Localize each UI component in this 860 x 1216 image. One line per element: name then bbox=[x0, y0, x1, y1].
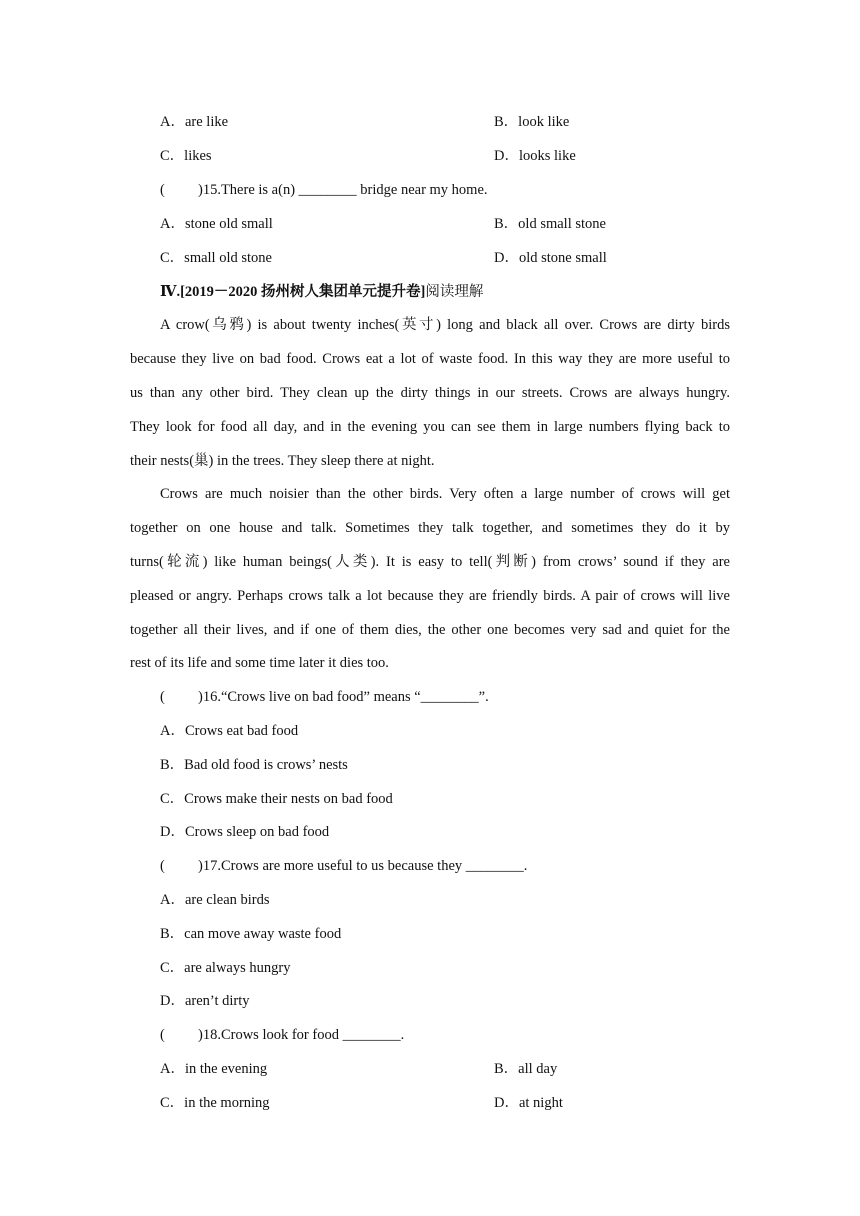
q17-option-c-row bbox=[0, 957, 860, 979]
q14-options-row-1 bbox=[0, 111, 860, 133]
q16-option-a-row bbox=[0, 720, 860, 742]
q17-question bbox=[0, 855, 860, 877]
q17-option-c: C．are always hungry bbox=[160, 960, 291, 976]
q16-option-c-row bbox=[0, 788, 860, 810]
passage-p1-line: because they live on bad food. Crows eat a lot of waste food. In this way they are more useful to bbox=[130, 351, 730, 367]
q16-option-b-row bbox=[0, 754, 860, 776]
answer-paren: ( bbox=[160, 1027, 165, 1043]
q18-options-row-2 bbox=[0, 1092, 860, 1114]
passage-p1-line: A crow(乌鸦) is about twenty inches(英寸) long and black all over. Crows are dirty birds bbox=[160, 317, 730, 333]
section-title: 阅读理解 bbox=[425, 284, 484, 300]
passage-p2-line: rest of its life and some time later it dies too. bbox=[130, 655, 389, 671]
q15-stem: )15.There is a(n) ________ bridge near my home. bbox=[198, 182, 488, 198]
q16-option-d: D．Crows sleep on bad food bbox=[160, 824, 330, 840]
section-heading bbox=[0, 281, 860, 303]
q18-option-b: B．all day bbox=[494, 1061, 558, 1077]
q18-question bbox=[0, 1024, 860, 1046]
q14-option-c: C．likes bbox=[160, 148, 212, 164]
q15-option-b: B．old small stone bbox=[494, 216, 606, 232]
q18-option-a: A．in the evening bbox=[160, 1061, 268, 1077]
answer-paren: ( bbox=[160, 182, 165, 198]
q14-option-a: A．are like bbox=[160, 114, 229, 130]
passage-p2-line: Crows are much noisier than the other birds. Very often a large number of crows will get bbox=[160, 486, 730, 502]
q17-option-d: D．aren’t dirty bbox=[160, 993, 250, 1009]
passage-p2-line: together all their lives, and if one of them dies, the other one becomes very sad and quiet for the bbox=[130, 622, 730, 638]
q14-option-d: D．looks like bbox=[494, 148, 576, 164]
q18-option-d: D．at night bbox=[494, 1095, 563, 1111]
q14-option-b: B．look like bbox=[494, 114, 570, 130]
q14-options-row-2 bbox=[0, 145, 860, 167]
q17-option-d-row bbox=[0, 990, 860, 1012]
q18-options-row-1 bbox=[0, 1058, 860, 1080]
q16-question bbox=[0, 686, 860, 708]
q17-option-b: B．can move away waste food bbox=[160, 926, 342, 942]
q16-option-a: A．Crows eat bad food bbox=[160, 723, 299, 739]
passage-p2-line: turns(轮流) like human beings(人类). It is easy to tell(判断) from crows’ sound if they are bbox=[130, 554, 730, 570]
q15-options-row-2 bbox=[0, 247, 860, 269]
answer-paren: ( bbox=[160, 858, 165, 874]
q15-option-a: A．stone old small bbox=[160, 216, 273, 232]
answer-paren: ( bbox=[160, 689, 165, 705]
q18-stem: )18.Crows look for food ________. bbox=[198, 1027, 405, 1043]
q15-question bbox=[0, 179, 860, 201]
q15-options-row-1 bbox=[0, 213, 860, 235]
passage-p2-line: together on one house and talk. Sometimes they talk together, and sometimes they do it by bbox=[130, 520, 730, 536]
q16-option-c: C．Crows make their nests on bad food bbox=[160, 791, 393, 807]
q16-stem: )16.“Crows live on bad food” means “________”. bbox=[198, 689, 489, 705]
q15-option-d: D．old stone small bbox=[494, 250, 607, 266]
q17-option-a: A．are clean birds bbox=[160, 892, 270, 908]
passage-p1-line: They look for food all day, and in the evening you can see them in large numbers flying back to bbox=[130, 419, 730, 435]
section-number: Ⅳ. bbox=[160, 284, 181, 300]
q17-option-a-row bbox=[0, 889, 860, 911]
passage-p1-line: us than any other bird. They clean up the dirty things in our streets. Crows are always hungry. bbox=[130, 385, 730, 401]
passage-p1-line: their nests(巢) in the trees. They sleep there at night. bbox=[130, 453, 435, 469]
section-source: [2019－2020 扬州树人集团单元提升卷] bbox=[180, 284, 426, 300]
q17-stem: )17.Crows are more useful to us because they ________. bbox=[198, 858, 528, 874]
q18-option-c: C．in the morning bbox=[160, 1095, 270, 1111]
q16-option-b: B．Bad old food is crows’ nests bbox=[160, 757, 348, 773]
q15-option-c: C．small old stone bbox=[160, 250, 272, 266]
q17-option-b-row bbox=[0, 923, 860, 945]
passage-p2-line: pleased or angry. Perhaps crows talk a lot because they are friendly birds. A pair of crows will live bbox=[130, 588, 730, 604]
q16-option-d-row bbox=[0, 821, 860, 843]
